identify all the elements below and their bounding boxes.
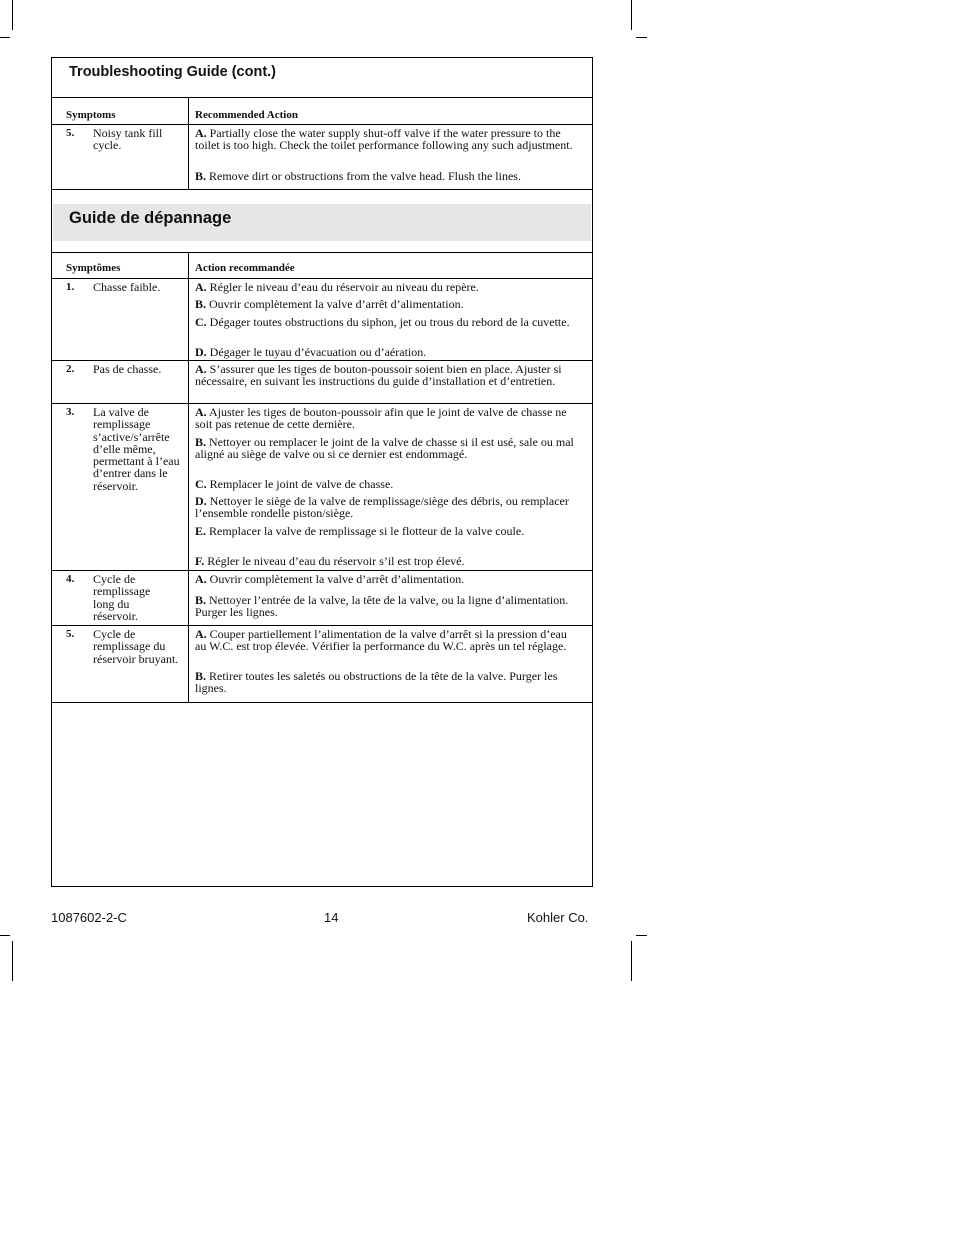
symptom-text: Pas de chasse. [93, 362, 162, 376]
action-item [195, 436, 581, 461]
action-text: Retirer toutes les saletés ou obstructions de la tête de la valve. Purger les lignes. [195, 669, 558, 696]
divider [51, 124, 593, 125]
action-letter: A. [195, 405, 207, 419]
action-item [195, 525, 581, 537]
symptom-text: Chasse faible. [93, 280, 161, 294]
divider [51, 625, 593, 626]
row-number: 5. [66, 628, 75, 640]
action-item [195, 478, 581, 490]
column-divider [188, 252, 189, 702]
action-text: Ajuster les tiges de bouton-poussoir afin que le joint de valve de chasse ne soit pas retenue de cette dernière. [195, 405, 567, 432]
row-number: 3. [66, 406, 75, 418]
action-text: Régler le niveau d’eau du réservoir au niveau du repère. [209, 280, 479, 294]
divider [51, 360, 593, 361]
divider [51, 570, 593, 571]
action-letter: A. [195, 362, 207, 376]
divider [51, 252, 593, 253]
action-item [195, 346, 581, 358]
action-item [195, 495, 581, 520]
action-letter: B. [195, 169, 207, 183]
action-item [195, 316, 581, 328]
action-text: Couper partiellement l’alimentation de la valve d’arrêt si la pression d’eau au W.C. est trop élevée. Vérifier la performance du W.C. après un tel réglage. [195, 627, 567, 654]
action-letter: A. [195, 280, 207, 294]
action-letter: A. [195, 627, 207, 641]
action-text: Dégager le tuyau d’évacuation ou d’aération. [209, 345, 427, 359]
page-number: 14 [324, 910, 339, 925]
action-item [195, 594, 581, 619]
action-item [195, 281, 581, 293]
action-text: Ouvrir complètement la valve d’arrêt d’alimentation. [209, 297, 464, 311]
document-number: 1087602-2-C [51, 910, 127, 925]
row-number: 4. [66, 573, 75, 585]
action-letter: B. [195, 297, 207, 311]
divider [51, 403, 593, 404]
section-title-english: Troubleshooting Guide (cont.) [69, 64, 277, 80]
column-header-action: Action recommandée [195, 262, 295, 274]
column-divider [188, 97, 189, 189]
symptom-text: La valve de remplissage s’active/s’arrête d’elle même, permettant à l’eau d’entrer dans le réservoir. [93, 405, 180, 493]
symptom-text: Cycle de remplissage long du réservoir. [93, 572, 151, 623]
action-item [195, 363, 581, 388]
row-number: 5. [66, 127, 75, 139]
action-text: Régler le niveau d’eau du réservoir s’il est trop élevé. [207, 554, 465, 568]
crop-mark [12, 941, 13, 981]
action-letter: C. [195, 315, 207, 329]
action-item [195, 573, 581, 585]
action-letter: D. [195, 345, 207, 359]
action-letter: D. [195, 494, 207, 508]
crop-mark [631, 0, 632, 30]
action-item [195, 127, 581, 152]
row-number: 1. [66, 281, 75, 293]
action-text: Remove dirt or obstructions from the valve head. Flush the lines. [209, 169, 521, 183]
action-text: Remplacer la valve de remplissage si le flotteur de la valve coule. [209, 524, 525, 538]
action-item [195, 406, 581, 431]
action-text: Partially close the water supply shut-off valve if the water pressure to the toilet is too high. Check the toilet performance following any such adjustment. [195, 126, 573, 153]
company-name: Kohler Co. [527, 910, 589, 925]
action-letter: B. [195, 435, 207, 449]
crop-mark [0, 935, 10, 936]
crop-mark [636, 935, 647, 936]
symptom-text: Cycle de remplissage du réservoir bruyant. [93, 627, 179, 666]
column-header-action: Recommended Action [195, 109, 298, 121]
action-text: Dégager toutes obstructions du siphon, jet ou trous du rebord de la cuvette. [209, 315, 570, 329]
action-item [195, 555, 581, 567]
action-letter: A. [195, 126, 207, 140]
divider [51, 97, 593, 98]
symptom-text: Noisy tank fill cycle. [93, 126, 163, 153]
divider [51, 278, 593, 279]
action-item [195, 298, 581, 310]
crop-mark [12, 0, 13, 30]
divider [51, 702, 593, 703]
action-letter: B. [195, 593, 207, 607]
divider [51, 189, 593, 190]
crop-mark [636, 37, 647, 38]
action-item [195, 628, 581, 653]
column-header-symptoms: Symptômes [66, 262, 121, 274]
action-letter: C. [195, 477, 207, 491]
action-text: Remplacer le joint de valve de chasse. [209, 477, 394, 491]
section-title-french: Guide de dépannage [69, 209, 232, 227]
action-text: Nettoyer le siège de la valve de remplissage/siège des débris, ou remplacer l’ensemble rondelle piston/siège. [195, 494, 569, 521]
action-text: S’assurer que les tiges de bouton-poussoir soient bien en place. Ajuster si nécessaire, en suivant les instructions du guide d’installation et d’entretien. [195, 362, 562, 389]
column-header-symptoms: Symptoms [66, 109, 116, 121]
action-letter: E. [195, 524, 207, 538]
crop-mark [0, 37, 10, 38]
action-letter: B. [195, 669, 207, 683]
action-item [195, 670, 581, 695]
row-number: 2. [66, 363, 75, 375]
action-text: Nettoyer ou remplacer le joint de la valve de chasse si il est usé, sale ou mal aligné au siège de valve ou si ce dernier est endommagé. [195, 435, 574, 462]
action-text: Ouvrir complètement la valve d’arrêt d’alimentation. [209, 572, 465, 586]
crop-mark [631, 941, 632, 981]
action-letter: A. [195, 572, 207, 586]
action-item [195, 170, 581, 182]
action-letter: F. [195, 554, 205, 568]
action-text: Nettoyer l’entrée de la valve, la tête de la valve, ou la ligne d’alimentation. Purger les lignes. [195, 593, 569, 620]
